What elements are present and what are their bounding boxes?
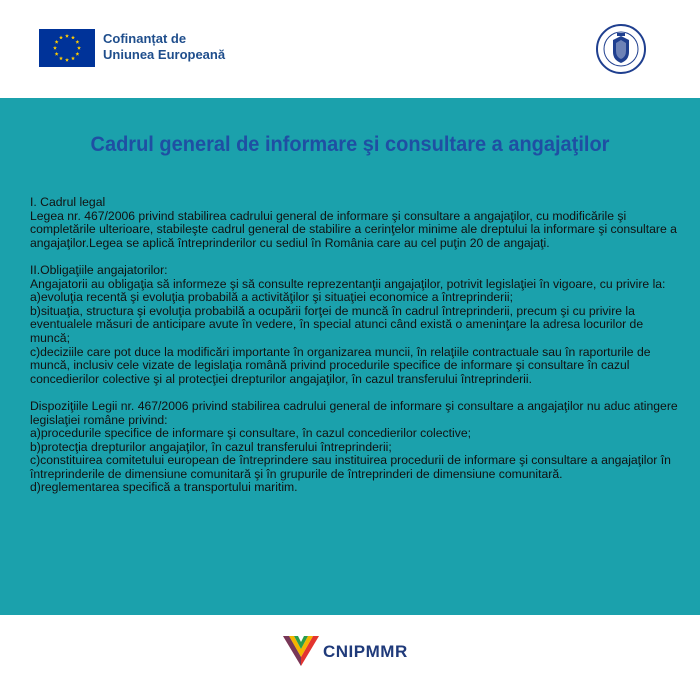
eu-cofinancing-label xyxy=(103,31,225,63)
list-item: d)reglementarea specifică a transportului maritim. xyxy=(30,480,298,495)
eu-flag-icon xyxy=(39,29,95,67)
paragraph: Dispoziţiile Legii nr. 467/2006 privind stabilirea cadrului general de informare şi consultare a angajaţilor nu aduc atingere legislaţiei române privind: xyxy=(30,398,678,427)
paragraph: I. Cadrul legal xyxy=(30,195,106,209)
list-item: a)procedurile specifice de informare şi consultare, în cazul concedierilor colective; xyxy=(30,426,471,441)
cnipmmr-logo-text: CNIPMMR xyxy=(323,642,408,661)
page-title: Cadrul general de informare şi consultare a angajaţilor xyxy=(90,132,610,156)
list-item: a)evoluţia recentă şi evoluţia probabilă a activităţilor şi situaţiei economice a întreprinderii; xyxy=(30,290,514,305)
cnipmmr-chevron-logo-icon xyxy=(281,630,321,670)
paragraph-spacer xyxy=(30,386,678,400)
page-footer xyxy=(0,615,700,700)
eu-line-2: Uniunea Europeană xyxy=(103,47,226,62)
content-panel xyxy=(0,98,700,615)
paragraph: II.Obligaţiile angajatorilor: xyxy=(30,262,168,277)
list-item: b)protecţia drepturilor angajaţilor, în cazul transferului întreprinderii; xyxy=(30,439,392,454)
paragraph-spacer xyxy=(30,250,678,264)
list-item: c)deciziile care pot duce la modificări importante în organizarea muncii, în relaţiile contractuale sau în raporturile de muncă, inclusiv cele vizate de legislaţia română privind procedurile specifice de informare şi consultare în cazul concedierilor colective şi al protecţiei drepturilor angajaţilor, în cazul transferului întreprinderii. xyxy=(30,344,651,386)
romanian-government-seal-icon xyxy=(596,24,646,74)
page-header xyxy=(0,0,700,98)
eu-line-1: Cofinanțat de xyxy=(103,31,187,46)
paragraph: Angajatorii au obligaţia să informeze şi să consulte reprezentanţii angajaţilor, potrivit legislaţiei în vigoare, cu privire la: xyxy=(30,276,666,291)
paragraph: Legea nr. 467/2006 privind stabilirea cadrului general de informare şi consultare a angajaţilor, cu modificările şi completările ulterioare, stabileşte cadrul general de stabilire a cerinţelor minime ale dreptului la informare şi consultare a angajaţilor.Legea se aplică întreprinderilor cu sediul în România care au cel puţin 20 de angajaţi. xyxy=(30,208,677,250)
document-body xyxy=(30,196,678,495)
list-item: c)constituirea comitetului european de întreprindere sau instituirea procedurii de informare şi consultare a angajaţilor în întreprinderile de dimensiune comunitară şi în grupurile de întreprinderi de dimensiune comunitară. xyxy=(30,453,671,481)
list-item: b)situaţia, structura şi evoluţia probabilă a ocupării forţei de muncă în cadrul întreprinderii, precum şi cu privire la eventualele măsuri de anticipare avute în vedere, în special atunci când există o ameninţare la adresa locurilor de muncă; xyxy=(30,303,644,345)
